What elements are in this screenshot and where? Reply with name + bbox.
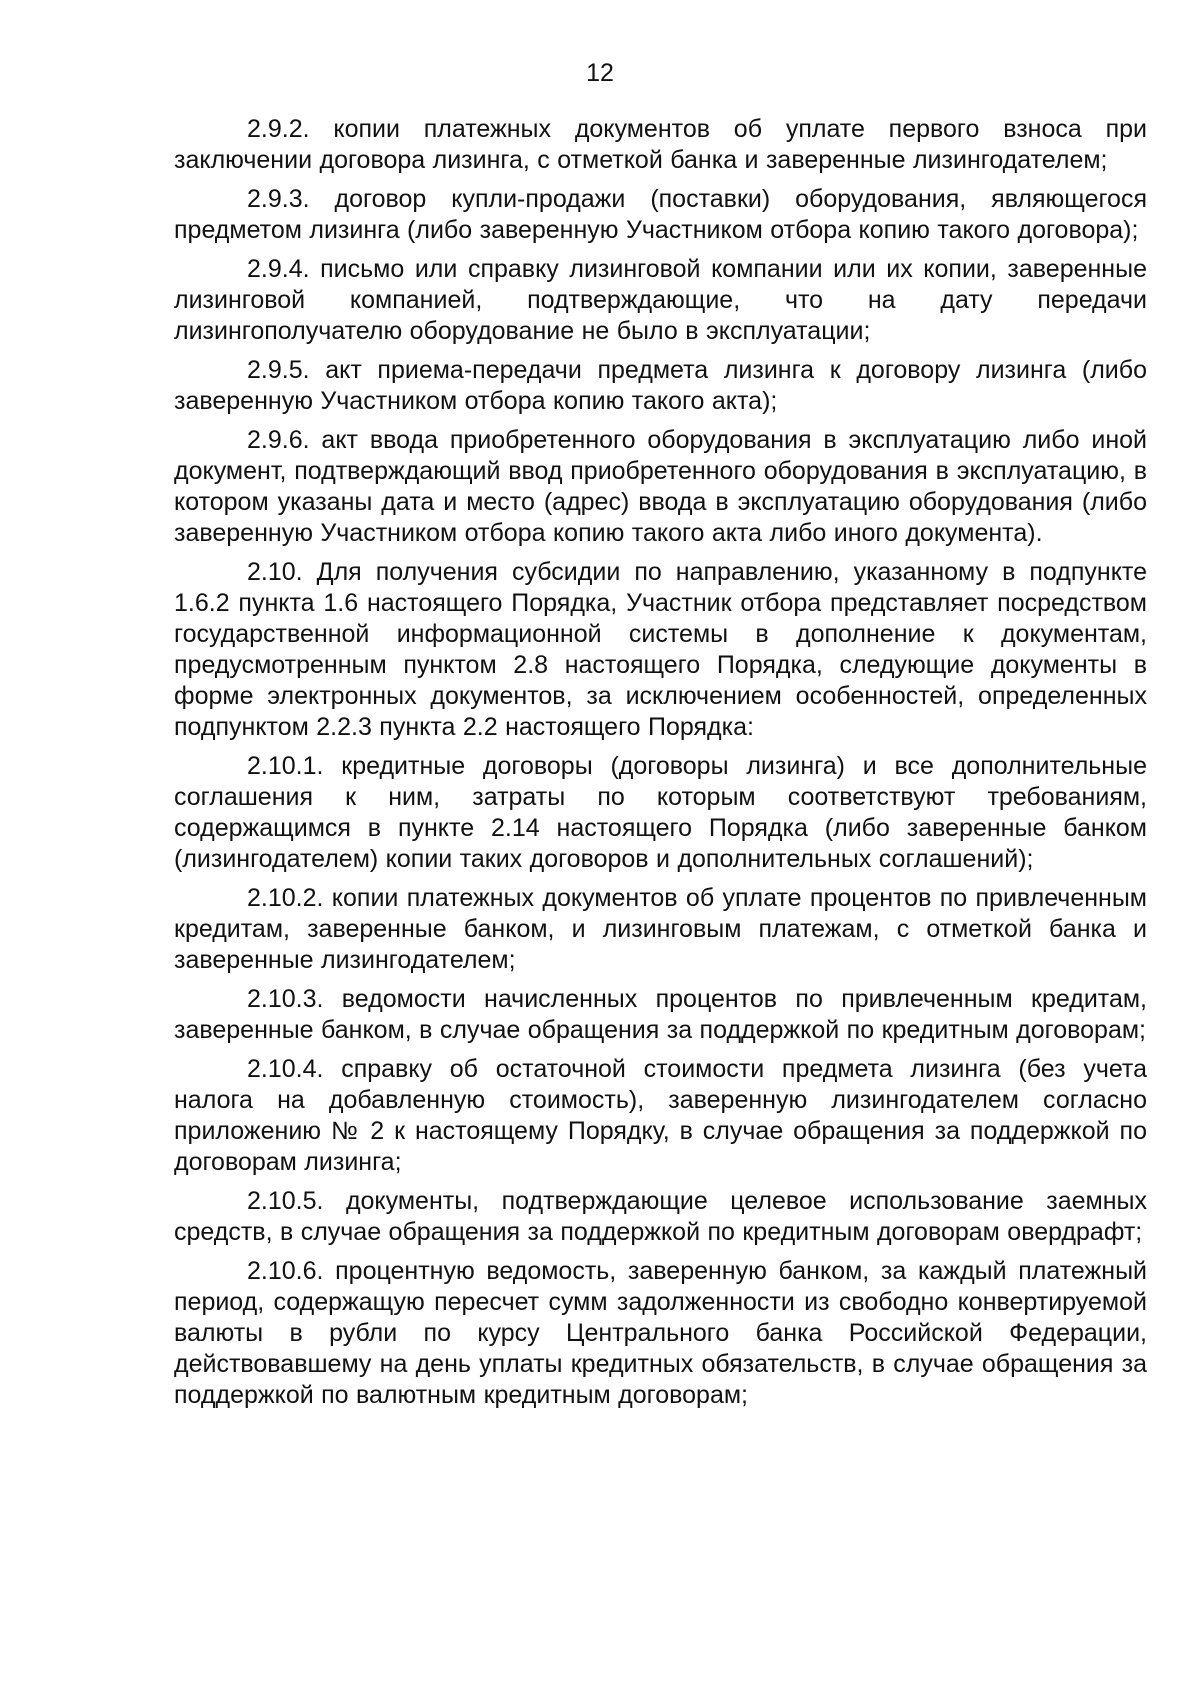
paragraph-2-9-4: 2.9.4. письмо или справку лизинговой компании или их копии, заверенные лизинговой компанией, подтверждающие, что на дату передачи лизингополучателю оборудование не было в эксплуатации;	[174, 255, 1147, 345]
paragraph-2-9-2: 2.9.2. копии платежных документов об уплате первого взноса при заключении договора лизинга, с отметкой банка и заверенные лизингодателем;	[174, 115, 1147, 174]
paragraph-2-10-4: 2.10.4. справку об остаточной стоимости предмета лизинга (без учета налога на добавленную стоимость), заверенную лизингодателем согласно приложению № 2 к настоящему Порядку, в случае обращения за поддержкой по договорам лизинга;	[174, 1055, 1147, 1176]
paragraph-2-10-5: 2.10.5. документы, подтверждающие целевое использование заемных средств, в случае обращения за поддержкой по кредитным договорам овердрафт;	[174, 1187, 1147, 1246]
paragraph-2-10-3: 2.10.3. ведомости начисленных процентов по привлеченным кредитам, заверенные банком, в случае обращения за поддержкой по кредитным договорам;	[174, 985, 1147, 1044]
page-number: 12	[586, 59, 614, 87]
paragraph-2-10-1: 2.10.1. кредитные договоры (договоры лизинга) и все дополнительные соглашения к ним, затраты по которым соответствуют требованиям, содержащимся в пункте 2.14 настоящего Порядка (либо заверенные банком (лизингодателем) копии таких договоров и дополнительных соглашений);	[174, 752, 1147, 873]
paragraph-2-9-5: 2.9.5. акт приема-передачи предмета лизинга к договору лизинга (либо заверенную Участником отбора копию такого акта);	[174, 356, 1147, 415]
paragraph-2-9-6: 2.9.6. акт ввода приобретенного оборудования в эксплуатацию либо иной документ, подтверждающий ввод приобретенного оборудования в эксплуатацию, в котором указаны дата и место (адрес) ввода в эксплуатацию оборудования (либо заверенную Участником отбора копию такого акта либо иного документа).	[174, 426, 1147, 547]
document-body	[174, 114, 1147, 1419]
paragraph-2-9-3: 2.9.3. договор купли-продажи (поставки) оборудования, являющегося предметом лизинга (либо заверенную Участником отбора копию такого договора);	[174, 185, 1147, 244]
paragraph-2-10: 2.10. Для получения субсидии по направлению, указанному в подпункте 1.6.2 пункта 1.6 настоящего Порядка, Участник отбора представляет посредством государственной информационной системы в дополнение к документам, предусмотренным пунктом 2.8 настоящего Порядка, следующие документы в форме электронных документов, за исключением особенностей, определенных подпунктом 2.2.3 пункта 2.2 настоящего Порядка:	[174, 558, 1147, 741]
paragraph-2-10-2: 2.10.2. копии платежных документов об уплате процентов по привлеченным кредитам, заверенные банком, и лизинговым платежам, с отметкой банка и заверенные лизингодателем;	[174, 884, 1147, 974]
paragraph-2-10-6: 2.10.6. процентную ведомость, заверенную банком, за каждый платежный период, содержащую пересчет сумм задолженности из свободно конвертируемой валюты в рубли по курсу Центрального банка Российской Федерации, действовавшему на день уплаты кредитных обязательств, в случае обращения за поддержкой по валютным кредитным договорам;	[174, 1257, 1147, 1409]
